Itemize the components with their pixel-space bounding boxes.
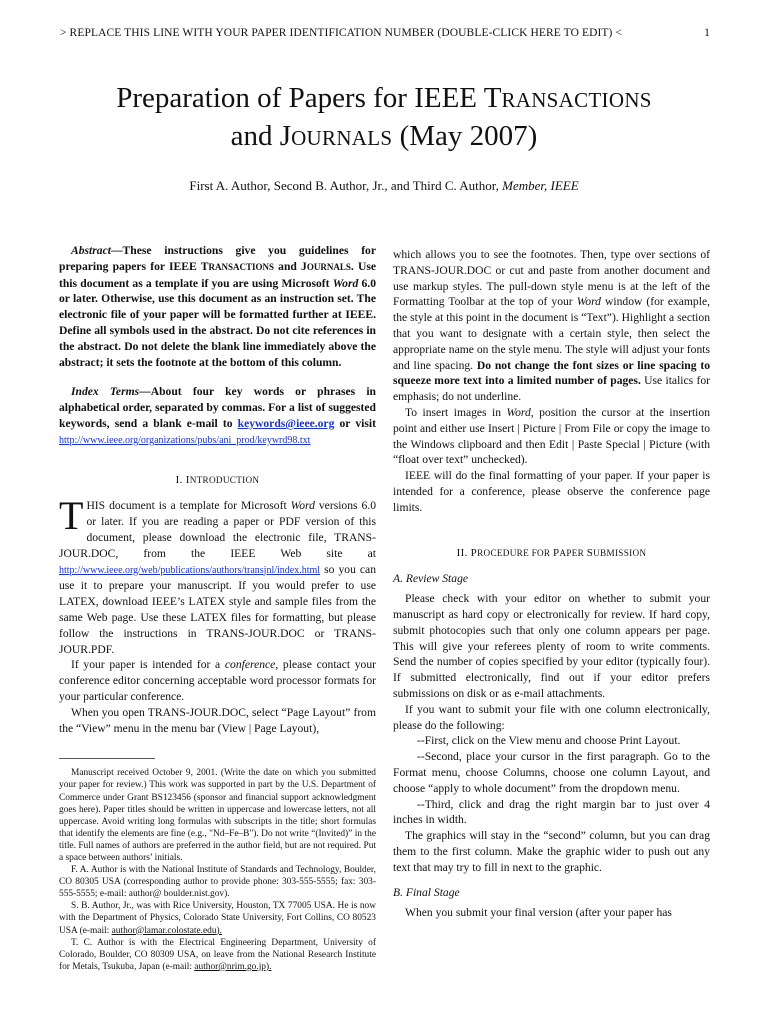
index-terms: Index Terms—About four key words or phrases in alphabetical order, separated by commas. For a list of suggested keywords, send a blank e-mail to keywords@ieee.org or visit http://www.ieee.org/organizations/pubs/ani_prod/keywrd98.txt: [59, 385, 377, 446]
intro-paragraph-2: If your paper is intended for a conference, please contact your conference editor concerning acceptable word processor formats for your particular conference.: [59, 658, 377, 703]
footnote-manuscript: Manuscript received October 9, 2001. (Write the date on which you submitted your paper for review.) This work was supported in part by the U.S. Department of Commerce under Grant BS123456 (sponsor and financial support acknowledgment goes here). Paper titles should be written in uppercase and lowercase letters, not all uppercase. Avoid writing long formulas with subscripts in the title; short formulas that identify the elements are fine (e.g., "Nd–Fe–B"). Do not write “(Invited)” in the title. Full names of authors are preferred in the author field, but are not required. Put a space between authors’ initials.: [59, 768, 376, 863]
title-smallcaps: OURNALS: [291, 126, 393, 150]
abstract: Abstract—These instructions give you guidelines for preparing papers for IEEE TRANSACTIONS and JOURNALS. Use this document as a template if you are using Microsoft Word 6.0 or later. Otherwise, use this document as an instruction set. The electronic file of your paper will be formatted further at IEEE. Define all symbols used in the abstract. Do not cite references in the abstract. Do not delete the blank line immediately above the abstract; it sets the footnote at the bottom of this column.: [59, 244, 376, 369]
footnote-email[interactable]: author@nrim.go.jp).: [194, 961, 272, 972]
title-part: Preparation of Papers for IEEE T: [116, 82, 502, 114]
author-membership: Member, IEEE: [502, 178, 579, 193]
body-paragraph: IEEE will do the final formatting of your paper. If your paper is intended for a conference, please observe the conference page limits.: [393, 469, 710, 514]
running-header: [60, 27, 710, 39]
body-paragraph: If you want to submit your file with one column electronically, please do the following:: [393, 702, 710, 732]
paper-title: [0, 80, 768, 156]
right-column: [393, 247, 710, 921]
author-line: [0, 178, 768, 194]
body-paragraph: --Third, click and drag the right margin bar to just over 4 inches in width.: [393, 797, 710, 827]
body-paragraph: Please check with your editor on whether to submit your manuscript as hard copy or electronically for review. If hard copy, submit photocopies such that only one column appears per page. This will give your referees plenty of room to write comments. Send the number of copies specified by your editor (typically four). If submitted electronically, find out if your editor prefers submissions on disk or as e-mail attachments.: [393, 592, 710, 700]
body-paragraph: To insert images in Word, position the cursor at the insertion point and either use Insert | Picture | From File or copy the image to the Windows clipboard and then Edit | Paste Special | Picture (with “float over text” unchecked).: [393, 405, 710, 467]
title-part: (May 2007): [392, 120, 538, 152]
intro-paragraph-3: When you open TRANS-JOUR.DOC, select “Page Layout” from the “View” menu in the menu bar (View | Page Layout),: [59, 705, 376, 735]
title-part: and J: [230, 120, 292, 152]
footnote-author-1: F. A. Author is with the National Institute of Standards and Technology, Boulder, CO 80305 USA (corresponding author to provide phone: 303-555-5555; fax: 303-555-5555; e-mail: author@ boulder.nist.gov).: [59, 865, 376, 900]
paper-id-line[interactable]: > REPLACE THIS LINE WITH YOUR PAPER IDENTIFICATION NUMBER (DOUBLE-CLICK HERE TO EDIT) <: [60, 27, 623, 39]
body-paragraph: --Second, place your cursor in the first paragraph. Go to the Format menu, choose Columns, choose one column Layout, and choose “apply to whole document” from the dropdown menu.: [393, 750, 710, 795]
footnote-author-3: T. C. Author is with the Electrical Engineering Department, University of Colorado, Boulder, CO 80309 USA, on leave from the National Research Institute for Metals, Tsukuba, Japan (e-mail: author@nrim.go.jp).: [59, 937, 376, 972]
section-heading-introduction: I. INTRODUCTION: [175, 473, 260, 486]
keywords-url-link[interactable]: http://www.ieee.org/organizations/pubs/ani_prod/keywrd98.txt: [59, 434, 311, 446]
drop-cap: T: [59, 493, 84, 539]
body-paragraph: which allows you to see the footnotes. Then, type over sections of TRANS-JOUR.DOC or cut and paste from another document and use markup styles. The pull-down style menu is at the left of the Formatting Toolbar at the top of your Word window (for example, the style at this point in the document is “Text”). Highlight a section that you want to designate with a certain style, then select the appropriate name on the style menu. The style will adjust your fonts and line spacing. Do not change the font sizes or line spacing to squeeze more text into a limited number of pages. Use italics for emphasis; do not underline.: [393, 248, 711, 404]
body-paragraph: The graphics will stay in the “second” column, but you can drag them to the first column. Make the graphic wider to push out any text that may try to fill in next to the graphic.: [393, 829, 710, 874]
intro-paragraph-1: THIS document is a template for Microsoft Word versions 6.0 or later. If you are reading a paper or PDF version of this document, please download the electronic file, TRANS-JOUR.DOC, from the IEEE Web site at http://www.ieee.org/web/publications/authors/transjnl/index.html so you can use it to prepare your manuscript. If you would prefer to use LATEX, download IEEE’s LATEX style and sample files from the same Web page. Use these LATEX files for formatting, but please follow the instructions in TRANS-JOUR.DOC or TRANS-JOUR.PDF.: [59, 493, 376, 656]
ieee-template-link[interactable]: http://www.ieee.org/web/publications/authors/transjnl/index.html: [59, 564, 321, 576]
footnotes: [59, 767, 376, 973]
left-column: [59, 243, 376, 973]
body-paragraph: --First, click on the View menu and choose Print Layout.: [417, 734, 681, 748]
page-number: 1: [704, 27, 710, 39]
footnote-email[interactable]: author@lamar.colostate.edu).: [111, 925, 223, 936]
keywords-email-link[interactable]: keywords@ieee.org: [237, 416, 335, 430]
subsection-heading-review-stage: A. Review Stage: [393, 572, 469, 586]
abstract-label: Abstract: [71, 244, 111, 257]
title-smallcaps: RANSACTIONS: [501, 88, 652, 112]
body-paragraph: When you submit your final version (after your paper has: [405, 906, 672, 920]
footnote-divider: [59, 758, 155, 759]
author-names: First A. Author, Second B. Author, Jr., and Third C. Author,: [189, 178, 503, 193]
footnote-author-2: S. B. Author, Jr., was with Rice University, Houston, TX 77005 USA. He is now with the Department of Physics, Colorado State University, Fort Collins, CO 80523 USA (e-mail: author@lamar.colostate.edu).: [59, 901, 376, 936]
subsection-heading-final-stage: B. Final Stage: [393, 886, 460, 900]
section-heading-procedure: II. PROCEDURE FOR PAPER SUBMISSION: [456, 546, 647, 559]
index-terms-label: Index Terms: [71, 385, 140, 399]
